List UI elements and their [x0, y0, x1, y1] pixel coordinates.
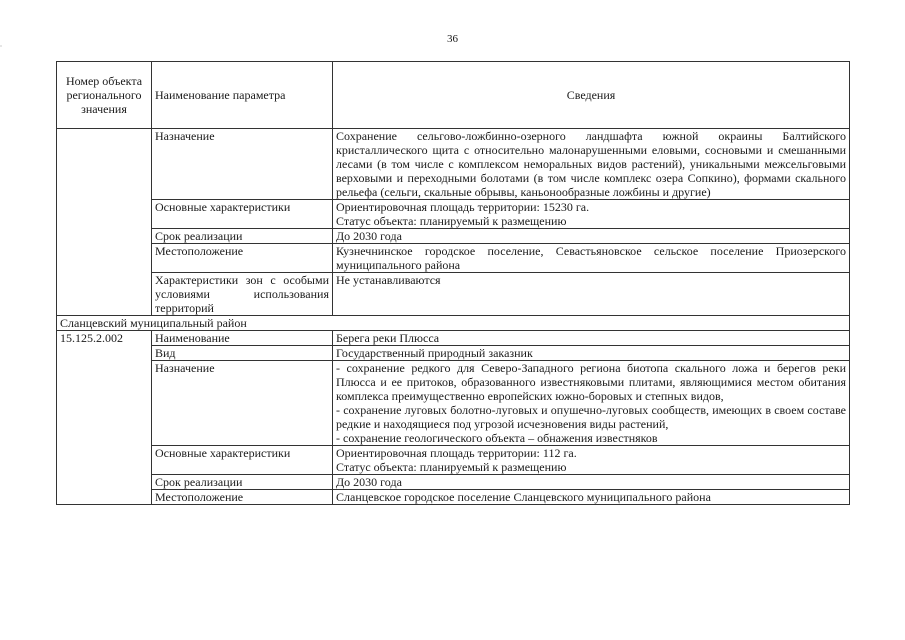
status-line: Статус объекта: планируемый к размещению — [336, 214, 567, 228]
section-title: Сланцевский муниципальный район — [57, 316, 850, 331]
param-label-type: Вид — [152, 346, 333, 361]
param-label-main-characteristics: Основные характеристики — [152, 200, 333, 229]
header-info: Сведения — [333, 62, 850, 129]
table-row — [57, 244, 850, 273]
table-row — [57, 273, 850, 316]
param-label-term: Срок реализации — [152, 229, 333, 244]
table-row — [57, 200, 850, 229]
object-number-cell-empty — [57, 129, 152, 316]
purpose-item: - сохранение редкого для Северо-Западного региона биотопа скального ложа и берегов реки Плюсса и ее притоков, образованного известняковыми плитами, являющимися местом обитания комплекса преимущественно европейских южно-боровых и степных видов, — [336, 361, 846, 403]
location-value: Кузнечнинское городское поселение, Севастьяновское сельское поселение Приозерского муниципального района — [333, 244, 850, 273]
table-row — [57, 346, 850, 361]
parameters-table — [56, 61, 850, 505]
status-line: Статус объекта: планируемый к размещению — [336, 460, 567, 474]
main-characteristics-value-2 — [333, 446, 850, 475]
header-object-number: Номер объекта регионального значения — [57, 62, 152, 129]
purpose-list — [333, 361, 850, 446]
table-row — [57, 490, 850, 505]
location-value-2: Сланцевское городское поселение Сланцевского муниципального района — [333, 490, 850, 505]
term-value: До 2030 года — [333, 229, 850, 244]
zones-value: Не устанавливаются — [333, 273, 850, 316]
name-value: Берега реки Плюсса — [333, 331, 850, 346]
scan-edge-mark — [0, 45, 2, 47]
term-value-2: До 2030 года — [333, 475, 850, 490]
table-row — [57, 446, 850, 475]
param-label-purpose: Назначение — [152, 129, 333, 200]
page-number: 36 — [447, 33, 458, 45]
table-row — [57, 129, 850, 200]
table-row — [57, 361, 850, 446]
table-row — [57, 331, 850, 346]
table-header-row — [57, 62, 850, 129]
purpose-item: - сохранение геологического объекта – обнажения известняков — [336, 431, 658, 445]
param-label-location-2: Местоположение — [152, 490, 333, 505]
purpose-text: Сохранение сельгово-ложбинно-озерного ландшафта южной окраины Балтийского кристаллического щита с относительно малонарушенными еловыми, сосновыми и смешанными лесами (в том числе с комплексом неморальных видов растений), уникальными межсельговыми верховыми и переходными болотами (в том числе комплекс озера Сопкино), формами скального рельефа (сельги, скальные обрывы, каньонообразные ложбины и другие) — [333, 129, 850, 200]
area-line: Ориентировочная площадь территории: 112 га. — [336, 446, 577, 460]
section-row — [57, 316, 850, 331]
object-number: 15.125.2.002 — [57, 331, 152, 505]
param-label-location: Местоположение — [152, 244, 333, 273]
type-value: Государственный природный заказник — [333, 346, 850, 361]
table-row — [57, 229, 850, 244]
param-label-main-characteristics-2: Основные характеристики — [152, 446, 333, 475]
param-label-zones: Характеристики зон с особыми условиями использования территорий — [152, 273, 333, 316]
table-row — [57, 475, 850, 490]
param-label-term-2: Срок реализации — [152, 475, 333, 490]
header-parameter-name: Наименование параметра — [152, 62, 333, 129]
param-label-purpose-2: Назначение — [152, 361, 333, 446]
area-line: Ориентировочная площадь территории: 15230 га. — [336, 200, 590, 214]
param-label-name: Наименование — [152, 331, 333, 346]
purpose-item: - сохранение луговых болотно-луговых и опушечно-луговых сообществ, имеющих в своем составе редкие и находящиеся под угрозой исчезновения виды растений, — [336, 403, 846, 431]
main-characteristics-value — [333, 200, 850, 229]
